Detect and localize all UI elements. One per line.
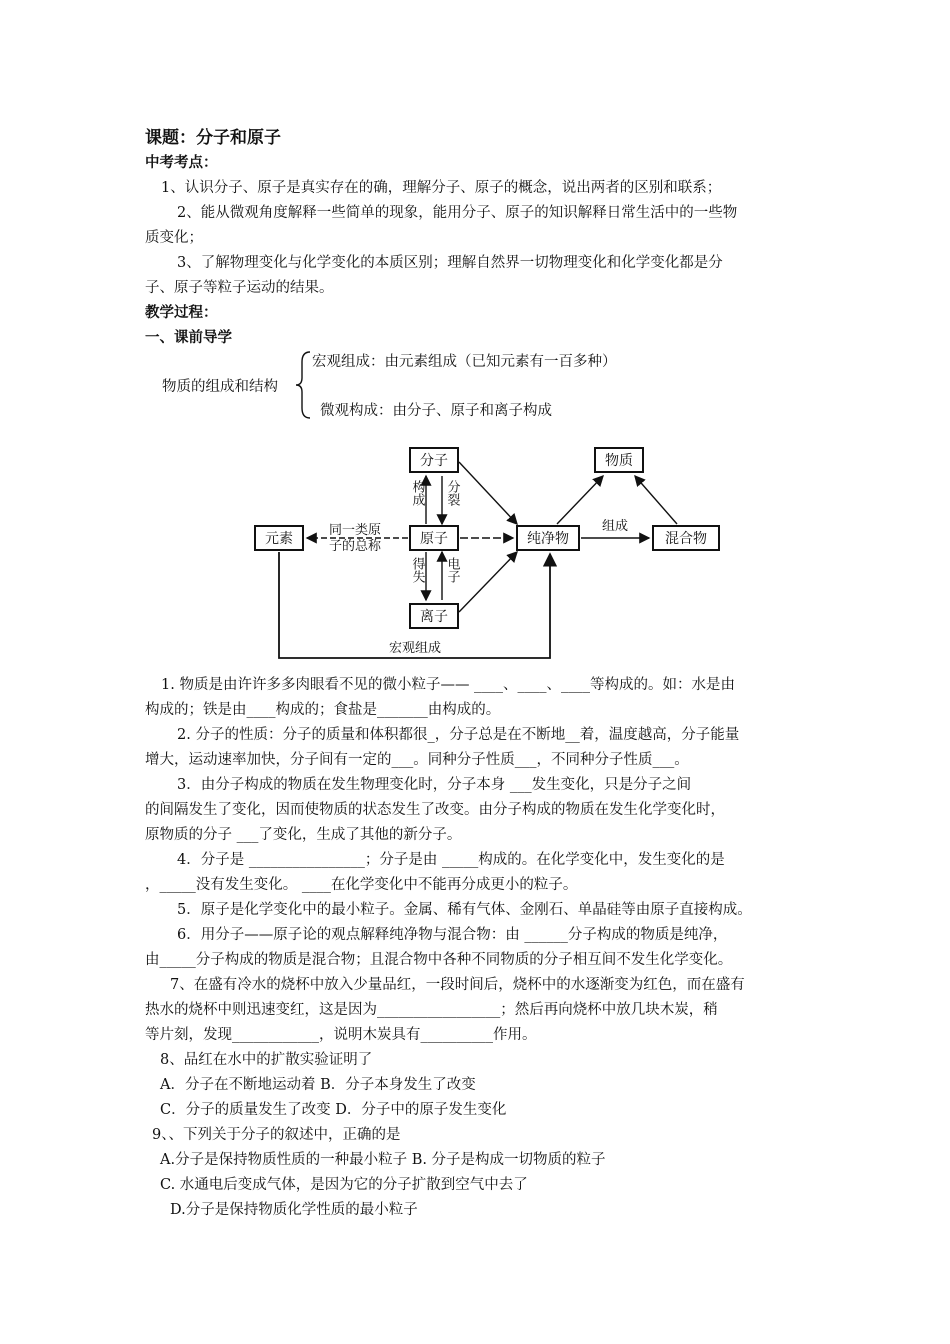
label-macro-composition: 宏观组成 — [388, 641, 442, 656]
question-line-5: 3．由分子构成的物质在发生物理变化时，分子本身 ___发生变化，只是分子之间 — [177, 777, 692, 793]
concept-diagram — [245, 440, 735, 665]
label-molecule: 分子 — [420, 453, 448, 469]
question-line-7: 原物质的分子 ___了变化，生成了其他的新分子。 — [145, 827, 462, 843]
label-compose-1: 构成 — [409, 480, 425, 506]
brace-icon — [294, 350, 314, 420]
question-9-stem: 9、、下列关于分子的叙述中，正确的是 — [152, 1127, 401, 1143]
exam-point-3: 3、了解物理变化与化学变化的本质区别；理解自然界一切物理变化和化学变化都是分 — [177, 255, 723, 271]
exam-points-heading: 中考考点： — [145, 155, 218, 171]
question-line-4: 增大，运动速率加快，分子间有一定的___。同种分子性质___，不同种分子性质___。 — [145, 752, 689, 768]
process-heading: 教学过程： — [145, 305, 218, 321]
label-gain-lose: 得失 — [409, 557, 425, 583]
question-9-option-d: D.分子是保持物质化学性质的最小粒子 — [170, 1202, 418, 1218]
label-electron: 电子 — [444, 557, 460, 583]
section-1-heading: 一、课前导学 — [145, 330, 232, 346]
question-8-options-cd: C．分子的质量发生了改变 D．分子中的原子发生变化 — [160, 1102, 507, 1118]
question-line-16: 8、品红在水中的扩散实验证明了 — [160, 1052, 373, 1068]
exam-point-3-cont: 子、原子等粒子运动的结果。 — [145, 280, 334, 296]
question-line-13: 7、在盛有冷水的烧杯中放入少量品红，一段时间后，烧杯中的水逐渐变为红色，而在盛有 — [170, 977, 745, 993]
question-line-10: 5．原子是化学变化中的最小粒子。金属、稀有气体、金刚石、单晶硅等由原子直接构成。 — [177, 902, 752, 918]
brace-bottom-label: 微观构成：由分子、原子和离子构成 — [320, 403, 552, 419]
brace-top-label: 宏观组成：由元素组成（已知元素有一百多种） — [312, 354, 617, 370]
label-atom: 原子 — [420, 531, 448, 547]
brace-left-label: 物质的组成和结构 — [162, 379, 278, 395]
question-9-option-c: C. 水通电后变成气体，是因为它的分子扩散到空气中去了 — [160, 1177, 528, 1193]
label-same-atoms-2: 子的总称 — [328, 539, 382, 554]
exam-point-2-cont: 质变化； — [145, 230, 203, 246]
question-line-1: 1. 物质是由许许多多肉眼看不见的微小粒子—— ____、____、____等构成的。如：水是由 — [161, 677, 736, 693]
question-line-12: 由_____分子构成的物质是混合物；且混合物中各种不同物质的分子相互间不发生化学变化。 — [145, 952, 733, 968]
question-line-2: 构成的；铁是由____构成的；食盐是_______由构成的。 — [145, 702, 501, 718]
question-line-8: 4．分子是 ________________；分子是由 _____构成的。在化学变化中，发生变化的是 — [177, 852, 725, 868]
label-split: 分裂 — [444, 480, 460, 506]
label-matter: 物质 — [605, 453, 633, 469]
question-line-15: 等片刻，发现____________，说明木炭具有__________作用。 — [145, 1027, 537, 1043]
question-line-14: 热水的烧杯中则迅速变红，这是因为_________________；然后再向烧杯中放几块木炭，稍 — [145, 1002, 718, 1018]
exam-point-2: 2、能从微观角度解释一些简单的现象，能用分子、原子的知识解释日常生活中的一些物 — [177, 205, 738, 221]
label-same-atoms-1: 同一类原 — [328, 523, 382, 538]
label-mixture: 混合物 — [665, 531, 707, 547]
exam-point-1: 1、认识分子、原子是真实存在的确，理解分子、原子的概念，说出两者的区别和联系； — [161, 180, 722, 196]
question-9-options-ab: A.分子是保持物质性质的一种最小粒子 B. 分子是构成一切物质的粒子 — [160, 1152, 606, 1168]
page-title: 课题：分子和原子 — [145, 128, 281, 148]
question-line-11: 6．用分子——原子论的观点解释纯净物与混合物：由 ______分子构成的物质是纯净， — [177, 927, 728, 943]
question-line-6: 的间隔发生了变化，因而使物质的状态发生了改变。由分子构成的物质在发生化学变化时， — [145, 802, 725, 818]
question-line-9: ，_____没有发生变化。 ____在化学变化中不能再分成更小的粒子。 — [145, 877, 578, 893]
label-compose-2: 组成 — [601, 519, 629, 534]
label-element: 元素 — [265, 531, 293, 547]
label-pure-substance: 纯净物 — [527, 531, 569, 547]
label-ion: 离子 — [420, 609, 448, 625]
question-8-options-ab: A．分子在不断地运动着 B．分子本身发生了改变 — [160, 1077, 476, 1093]
question-line-3: 2. 分子的性质：分子的质量和体积都很_，分子总是在不断地__着，温度越高，分子能量 — [177, 727, 740, 743]
